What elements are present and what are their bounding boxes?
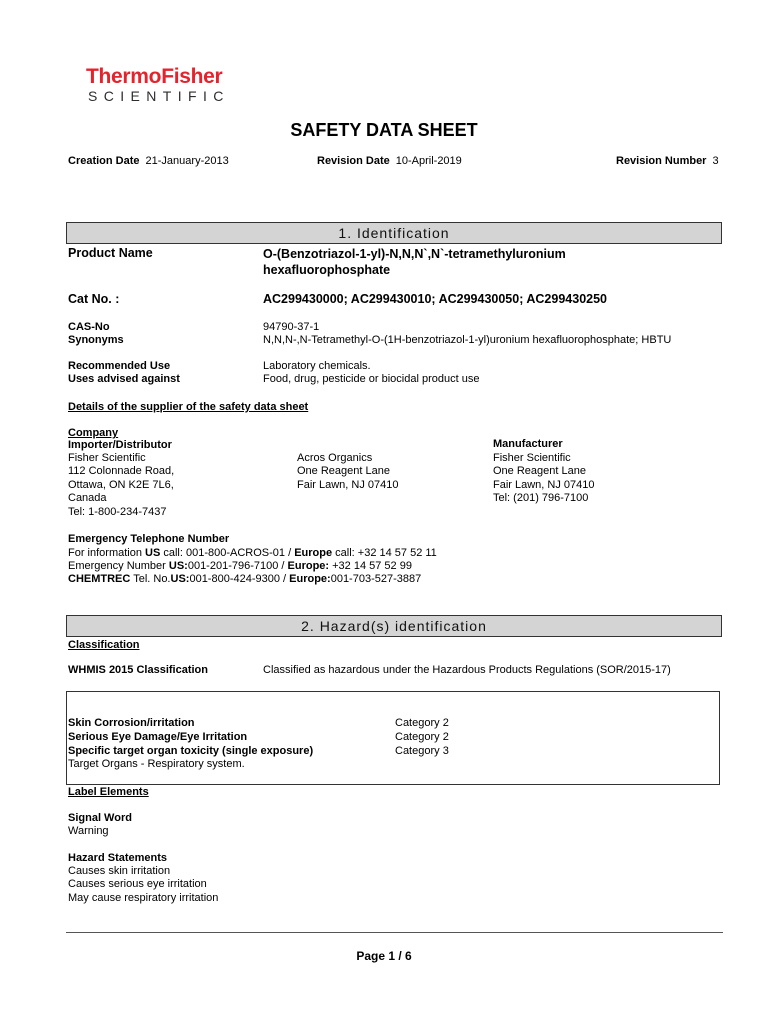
hazard-name: Specific target organ toxicity (single exposure)	[68, 745, 314, 757]
supplier-details-heading: Details of the supplier of the safety data sheet	[68, 401, 309, 413]
hazard-category: Category 2	[395, 731, 449, 743]
whmis-classification-label: WHMIS 2015 Classification	[68, 664, 208, 676]
text-span-bold: CHEMTREC	[68, 573, 131, 585]
footer-divider	[66, 932, 723, 933]
importer-line: Tel: 1-800-234-7437	[68, 505, 167, 518]
text-span: 001-800-424-9300 /	[189, 573, 290, 585]
emergency-line-number	[68, 560, 412, 573]
text-span: call: 001-800-ACROS-01 /	[160, 547, 295, 559]
creation-date-label: Creation Date	[68, 155, 140, 167]
uses-advised-against-label: Uses advised against	[68, 373, 180, 385]
emergency-line-chemtrec	[68, 573, 421, 586]
revision-date	[317, 155, 462, 168]
text-span: Tel. No.	[130, 573, 171, 585]
revision-number	[616, 155, 719, 168]
importer-line: Fisher Scientific	[68, 452, 146, 464]
hazard-statement: Causes serious eye irritation	[68, 878, 207, 891]
manufacturer-address	[493, 452, 595, 506]
recommended-use-value: Laboratory chemicals.	[263, 360, 371, 372]
product-name-value: O-(Benzotriazol-1-yl)-N,N,N`,N`-tetramethyluronium hexafluorophosphate	[263, 247, 566, 277]
cas-label: CAS-No	[68, 321, 110, 333]
text-span: 001-703-527-3887	[330, 573, 422, 585]
importer-distributor-label: Importer/Distributor	[68, 439, 172, 451]
revision-number-value: 3	[712, 155, 719, 167]
company-label: Company	[68, 427, 119, 439]
product-name-label: Product Name	[68, 246, 153, 260]
section-1-heading: 1. Identification	[66, 222, 722, 244]
hazard-name: Skin Corrosion/irritation	[68, 717, 195, 729]
classification-label: Classification	[68, 639, 140, 651]
text-span-bold: Europe:	[287, 560, 330, 572]
creation-date-value: 21-January-2013	[145, 155, 229, 167]
text-span: +32 14 57 52 99	[329, 560, 412, 572]
page-number: Page 1 / 6	[356, 949, 412, 963]
text-span-bold: US:	[170, 573, 190, 585]
text-span: For information	[68, 547, 146, 559]
hazard-statement: May cause respiratory irritation	[68, 891, 219, 904]
synonyms-value: N,N,N-,N-Tetramethyl-O-(1H-benzotriazol-1-yl)uronium hexafluorophosphate; HBTU	[263, 334, 672, 346]
importer-line: Ottawa, ON K2E 7L6,	[68, 478, 174, 491]
signal-word-value: Warning	[68, 825, 109, 837]
text-span: Emergency Number	[68, 560, 169, 572]
text-span: 001-201-796-7100 /	[187, 560, 288, 572]
label-elements-heading: Label Elements	[68, 786, 149, 798]
whmis-classification-value: Classified as hazardous under the Hazardous Products Regulations (SOR/2015-17)	[263, 664, 671, 676]
creation-date	[68, 155, 229, 168]
acros-address	[297, 452, 399, 492]
emergency-line-information	[68, 547, 437, 560]
text-span: call: +32 14 57 52 11	[332, 547, 437, 559]
cas-value: 94790-37-1	[263, 321, 320, 333]
manufacturer-line: Fisher Scientific	[493, 452, 571, 464]
text-span-bold: US	[145, 547, 161, 559]
cat-no-label: Cat No. :	[68, 292, 120, 306]
acros-line: Acros Organics	[297, 452, 373, 464]
acros-line: Fair Lawn, NJ 07410	[297, 478, 399, 491]
manufacturer-line: One Reagent Lane	[493, 465, 586, 478]
text-span-bold: US:	[168, 560, 188, 572]
thermo-fisher-logo-subtitle: SCIENTIFIC	[88, 88, 230, 104]
manufacturer-label: Manufacturer	[493, 438, 563, 450]
document-title: SAFETY DATA SHEET	[290, 120, 478, 140]
hazard-statements-label: Hazard Statements	[68, 852, 168, 864]
signal-word-label: Signal Word	[68, 812, 132, 824]
revision-number-label: Revision Number	[616, 155, 707, 167]
manufacturer-line: Fair Lawn, NJ 07410	[493, 478, 595, 491]
manufacturer-line: Tel: (201) 796-7100	[493, 492, 589, 505]
synonyms-label: Synonyms	[68, 334, 124, 346]
text-span-bold: Europe:	[289, 573, 331, 585]
hazard-name: Serious Eye Damage/Eye Irritation	[68, 731, 248, 743]
importer-line: 112 Colonnade Road,	[68, 465, 175, 478]
acros-line: One Reagent Lane	[297, 465, 390, 478]
text-span-bold: Europe	[294, 547, 333, 559]
recommended-use-label: Recommended Use	[68, 360, 171, 372]
hazard-category: Category 2	[395, 717, 449, 729]
emergency-telephone-heading: Emergency Telephone Number	[68, 533, 230, 545]
hazard-statements-list	[68, 865, 218, 905]
importer-address	[68, 452, 174, 519]
importer-line: Canada	[68, 492, 107, 505]
target-organs: Target Organs - Respiratory system.	[68, 758, 245, 770]
thermo-fisher-logo-wordmark: ThermoFisher	[86, 65, 223, 88]
cat-no-value: AC299430000; AC299430010; AC299430050; AC299430250	[263, 292, 608, 306]
revision-date-label: Revision Date	[317, 155, 390, 167]
hazard-category: Category 3	[395, 745, 449, 757]
section-2-heading: 2. Hazard(s) identification	[66, 615, 722, 637]
hazard-statement: Causes skin irritation	[68, 865, 171, 877]
revision-date-value: 10-April-2019	[395, 155, 462, 167]
uses-advised-against-value: Food, drug, pesticide or biocidal product use	[263, 373, 480, 385]
